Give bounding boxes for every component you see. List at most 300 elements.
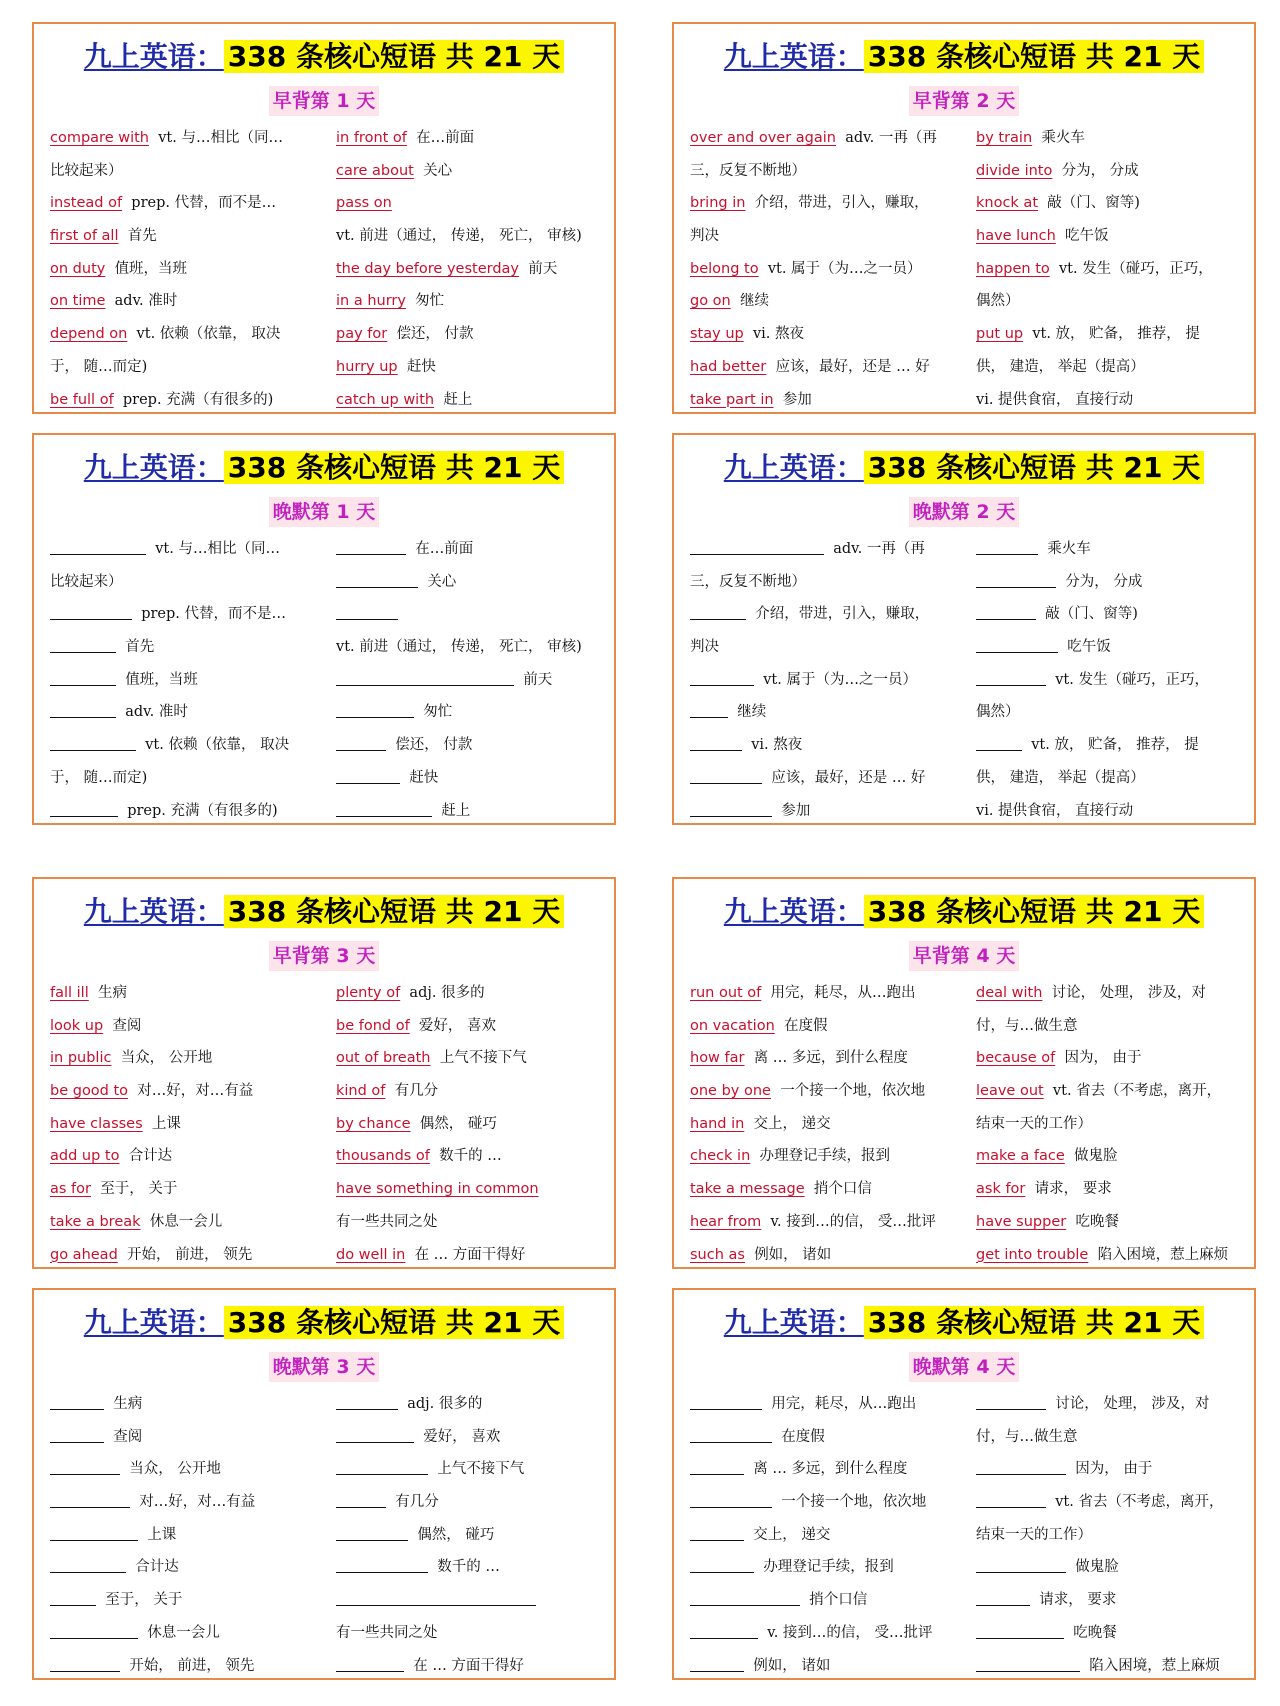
answer-blank[interactable] [50,801,118,817]
day-subtitle [50,497,598,527]
english-phrase: check in [690,1148,751,1165]
chinese-meaning: 偿还， 付款 [395,737,473,754]
chinese-meaning: 对…好，对…有益 [139,1494,256,1511]
chinese-meaning: 一个接一个地，依次地 [781,1494,927,1511]
phrase-line [336,696,596,729]
right-column [336,122,596,416]
chinese-meaning: 陷入困境，惹上麻烦 [1089,1657,1220,1674]
answer-blank[interactable] [50,604,132,620]
chinese-meaning: vi. 熬夜 [752,326,804,343]
chinese-meaning: 合计达 [128,1148,173,1165]
phrase-line [690,1388,976,1421]
answer-blank[interactable] [336,1459,428,1475]
title-right: 338 条核心短语 共 21 天 [224,895,564,928]
english-phrase: ask for [976,1181,1026,1198]
answer-blank[interactable] [690,735,742,751]
chinese-meaning: 付，与…做生意 [976,1428,1078,1445]
answer-blank[interactable] [336,1427,414,1443]
chinese-meaning: v. 接到…的信， 受…批评 [770,1213,936,1230]
chinese-meaning: 吃晚餐 [1075,1213,1119,1230]
phrase-line [690,1650,976,1683]
chinese-meaning: 应该，最好，还是 … 好 [775,358,930,375]
answer-blank[interactable] [976,572,1056,588]
phrase-line [336,1140,596,1173]
chinese-meaning: 生病 [97,985,127,1001]
english-phrase: on time [50,293,106,310]
answer-blank[interactable] [50,1492,130,1508]
chinese-meaning: 偶然， 碰巧 [419,1115,497,1132]
chinese-meaning: 供， 建造， 举起（提高） [976,769,1145,786]
english-phrase: out of breath [336,1050,431,1067]
phrase-line [336,351,596,384]
phrase-line [690,1453,976,1486]
chinese-meaning: vt. 放， 贮备， 推荐， 提 [1031,737,1199,754]
chinese-meaning: 离 … 多远，到什么程度 [753,1050,908,1067]
phrase-line [336,1551,596,1584]
card-title [690,34,1238,80]
phrase-line [50,155,336,188]
english-phrase: do well in [336,1246,406,1263]
phrase-line [690,1173,976,1206]
phrase-line [976,1584,1236,1617]
left-column [690,122,976,416]
phrase-line [50,1551,336,1584]
card-title [690,889,1238,935]
english-phrase: one by one [690,1083,771,1100]
answer-blank[interactable] [50,1459,120,1475]
answer-blank[interactable] [50,1525,138,1541]
answer-blank[interactable] [690,1557,754,1573]
right-column [976,977,1236,1271]
chinese-meaning: vt. 与…相比（同… [158,130,283,146]
chinese-meaning: prep. 充满（有很多的) [127,802,278,819]
chinese-meaning: 结束一天的工作） [976,1115,1092,1132]
phrase-line [336,122,596,155]
title-left: 九上英语： [723,895,864,928]
answer-blank[interactable] [336,1525,408,1541]
chinese-meaning: 例如， 诸如 [753,1657,831,1674]
phrase-line [336,253,596,286]
answer-blank[interactable] [690,1459,744,1475]
phrase-line [690,220,976,253]
chinese-meaning: 分为， 分成 [1065,573,1143,590]
phrase-columns [50,1388,598,1682]
card-title [690,445,1238,491]
phrase-line [50,664,336,697]
title-right: 338 条核心短语 共 21 天 [864,40,1204,73]
chinese-meaning: 查阅 [113,1428,143,1445]
phrase-card [672,877,1256,1269]
answer-blank[interactable] [336,1656,404,1672]
answer-blank[interactable] [50,1623,138,1639]
phrase-line [976,729,1236,762]
english-phrase: the day before yesterday [336,260,519,277]
answer-blank[interactable] [690,1525,744,1541]
phrase-line [336,155,596,188]
phrase-line [336,1206,596,1239]
phrase-line [50,1519,336,1552]
phrase-line [690,664,976,697]
chinese-meaning: vt. 与…相比（同… [155,541,280,557]
chinese-meaning: 在 … 方面干得好 [414,1246,526,1263]
chinese-meaning: 至于， 关于 [100,1181,178,1198]
day-subtitle [50,1352,598,1382]
chinese-meaning: vt. 省去（不考虑，离开， [1052,1083,1222,1100]
chinese-meaning: 因为， 由于 [1064,1050,1142,1067]
title-left: 九上英语： [723,451,864,484]
chinese-meaning: prep. 代替，而不是… [141,606,287,623]
chinese-meaning: prep. 充满（有很多的) [122,391,274,408]
chinese-meaning: 上气不接下气 [439,1050,527,1067]
phrase-columns [50,533,598,827]
phrase-line [336,318,596,351]
answer-blank[interactable] [690,1623,758,1639]
english-phrase: happen to [976,260,1050,277]
chinese-meaning: vt. 属于（为…之一员） [763,671,917,688]
phrase-line [50,795,336,828]
answer-blank[interactable] [50,637,116,653]
answer-blank[interactable] [50,735,136,751]
phrase-line [336,187,596,220]
phrase-line [690,318,976,351]
phrase-line [690,1140,976,1173]
title-right: 338 条核心短语 共 21 天 [224,1306,564,1339]
phrase-line [976,977,1236,1010]
english-phrase: hurry up [336,358,398,375]
left-column [50,977,336,1271]
answer-blank[interactable] [690,768,762,784]
answer-blank[interactable] [336,1394,398,1410]
answer-blank[interactable] [336,1557,428,1573]
english-phrase: be fond of [336,1017,410,1034]
phrase-line [50,696,336,729]
chinese-meaning: 请求， 要求 [1039,1592,1117,1609]
answer-blank[interactable] [690,1492,772,1508]
answer-blank[interactable] [976,539,1038,555]
chinese-meaning: 至于， 关于 [105,1592,183,1609]
chinese-meaning: 请求， 要求 [1034,1181,1112,1198]
answer-blank[interactable] [50,1427,104,1443]
phrase-line [50,1650,336,1683]
chinese-meaning: 查阅 [112,1017,142,1034]
phrase-line [336,1042,596,1075]
day-label: 晚默第 1 天 [269,497,379,527]
chinese-meaning: vt. 属于（为…之一员） [767,260,922,277]
phrase-line [976,1140,1236,1173]
phrase-card [32,1288,616,1680]
phrase-line [336,1453,596,1486]
phrase-columns [690,533,1238,827]
answer-blank[interactable] [50,1656,120,1672]
phrase-line [50,1173,336,1206]
answer-blank[interactable] [976,604,1036,620]
phrase-line [976,1388,1236,1421]
day-label: 晚默第 2 天 [909,497,1019,527]
phrase-line [690,729,976,762]
chinese-meaning: 于， 随…而定) [50,358,148,375]
answer-blank[interactable] [690,539,824,555]
english-phrase: pass on [336,195,392,212]
chinese-meaning: vt. 依赖（依靠， 取决 [145,737,290,754]
left-column [50,1388,336,1682]
phrase-columns [690,1388,1238,1682]
chinese-meaning: 例如， 诸如 [754,1246,832,1263]
chinese-meaning: 陷入困境，惹上麻烦 [1097,1246,1229,1263]
phrase-line [50,285,336,318]
phrase-line [336,762,596,795]
english-phrase: instead of [50,195,123,212]
phrase-card [672,1288,1256,1680]
phrase-line [50,384,336,417]
phrase-line [690,187,976,220]
chinese-meaning: 参加 [781,802,811,819]
chinese-meaning: 首先 [125,639,155,656]
phrase-line [50,351,336,384]
chinese-meaning: 离 … 多远，到什么程度 [753,1461,908,1478]
answer-blank[interactable] [690,604,746,620]
answer-blank[interactable] [336,1492,386,1508]
chinese-meaning: adj. 很多的 [409,985,485,1001]
answer-blank[interactable] [50,1590,96,1606]
english-phrase: on duty [50,260,106,277]
answer-blank[interactable] [50,702,116,718]
english-phrase: fall ill [50,985,89,1001]
chinese-meaning: 交上， 递交 [753,1115,831,1132]
answer-blank[interactable] [336,539,406,555]
phrase-line [976,1453,1236,1486]
chinese-meaning: adv. 准时 [114,293,178,310]
title-left: 九上英语： [83,40,224,73]
answer-blank[interactable] [336,1590,536,1606]
english-phrase: plenty of [336,985,401,1001]
phrase-line [50,1010,336,1043]
answer-blank[interactable] [50,539,146,555]
phrase-line [336,1075,596,1108]
phrase-line [336,795,596,828]
phrase-line [690,1519,976,1552]
phrase-line [50,533,336,566]
chinese-meaning: 偶然， 碰巧 [417,1526,495,1543]
phrase-line [976,155,1236,188]
chinese-meaning: 比较起来） [50,162,123,179]
chinese-meaning: 偶然） [976,293,1020,310]
english-phrase: care about [336,162,414,179]
phrase-line [690,1108,976,1141]
answer-blank[interactable] [976,1492,1046,1508]
phrase-line [976,1239,1236,1272]
phrase-line [690,1486,976,1519]
chinese-meaning: vi. 提供食宿， 直接行动 [976,802,1134,819]
phrase-line [336,1617,596,1650]
chinese-meaning: 赶上 [443,391,473,408]
answer-blank[interactable] [976,670,1046,686]
answer-blank[interactable] [976,1459,1066,1475]
answer-blank[interactable] [336,702,414,718]
chinese-meaning: adv. 准时 [125,704,188,721]
chinese-meaning: 分为， 分成 [1061,162,1139,179]
phrase-line [976,598,1236,631]
english-phrase: on vacation [690,1017,775,1034]
english-phrase: in public [50,1050,112,1067]
chinese-meaning: 讨论， 处理， 涉及，对 [1055,1396,1210,1412]
phrase-line [336,566,596,599]
left-column [690,1388,976,1682]
answer-blank[interactable] [50,1557,126,1573]
right-column [336,977,596,1271]
english-phrase: go ahead [50,1246,118,1263]
answer-blank[interactable] [336,801,432,817]
phrase-line [976,1650,1236,1683]
english-phrase: take part in [690,391,774,408]
english-phrase: have classes [50,1115,143,1132]
phrase-line [976,1042,1236,1075]
english-phrase: in front of [336,130,407,146]
title-right: 338 条核心短语 共 21 天 [864,895,1204,928]
chinese-meaning: 匆忙 [415,293,445,310]
answer-blank[interactable] [976,1656,1080,1672]
answer-blank[interactable] [976,637,1058,653]
phrase-line [336,631,596,664]
answer-blank[interactable] [976,735,1022,751]
chinese-meaning: 办理登记手续，报到 [759,1148,890,1165]
phrase-line [336,285,596,318]
chinese-meaning: vi. 提供食宿， 直接行动 [976,391,1134,408]
chinese-meaning: 付，与…做生意 [976,1017,1078,1034]
phrase-line [50,1453,336,1486]
english-phrase: kind of [336,1083,386,1100]
phrase-line [336,533,596,566]
phrase-line [336,1239,596,1272]
card-title [50,34,598,80]
right-column [976,1388,1236,1682]
phrase-line [50,318,336,351]
phrase-line [50,1388,336,1421]
answer-blank[interactable] [336,604,398,620]
title-left: 九上英语： [723,40,864,73]
english-phrase: knock at [976,195,1039,212]
chinese-meaning: 前天 [528,260,558,277]
phrase-line [50,122,336,155]
day-label: 早背第 3 天 [269,941,379,971]
right-column [336,533,596,827]
answer-blank[interactable] [690,1427,772,1443]
chinese-meaning: 结束一天的工作） [976,1526,1092,1543]
chinese-meaning: 爱好， 喜欢 [418,1017,497,1034]
chinese-meaning: 偿还， 付款 [396,326,474,343]
answer-blank[interactable] [690,1590,800,1606]
chinese-meaning: 对…好，对…有益 [137,1083,254,1100]
chinese-meaning: 供， 建造， 举起（提高） [976,358,1145,375]
answer-blank[interactable] [336,670,514,686]
chinese-meaning: 爱好， 喜欢 [423,1428,501,1445]
answer-blank[interactable] [690,1656,744,1672]
day-label: 晚默第 4 天 [909,1352,1019,1382]
english-phrase: divide into [976,162,1053,179]
phrase-line [50,1421,336,1454]
chinese-meaning: 合计达 [135,1559,179,1576]
phrase-line [690,1617,976,1650]
phrase-line [50,977,336,1010]
phrase-line [336,1010,596,1043]
day-label: 晚默第 3 天 [269,1352,379,1382]
chinese-meaning: 乘火车 [1041,130,1085,146]
phrase-card [32,433,616,825]
chinese-meaning: 三，反复不断地） [690,162,806,179]
phrase-line [50,1239,336,1272]
answer-blank[interactable] [690,670,754,686]
chinese-meaning: vt. 放， 贮备， 推荐， 提 [1032,326,1200,343]
phrase-line [50,1140,336,1173]
answer-blank[interactable] [50,1394,104,1410]
answer-blank[interactable] [690,702,728,718]
phrase-line [50,1584,336,1617]
answer-blank[interactable] [690,1394,762,1410]
phrase-line [976,762,1236,795]
phrase-line [50,598,336,631]
chinese-meaning: 值班，当班 [114,260,188,277]
english-phrase: in a hurry [336,293,406,310]
phrase-line [336,1650,596,1683]
answer-blank[interactable] [336,768,400,784]
phrase-line [336,1519,596,1552]
answer-blank[interactable] [976,1394,1046,1410]
phrase-line [336,220,596,253]
chinese-meaning: 继续 [737,704,767,721]
chinese-meaning: vt. 前进（通过， 传递， 死亡， 审核) [336,639,582,656]
english-phrase: go on [690,293,731,310]
chinese-meaning: 休息一会儿 [147,1624,220,1641]
phrase-line [690,1421,976,1454]
answer-blank[interactable] [976,1623,1064,1639]
english-phrase: stay up [690,326,744,343]
title-left: 九上英语： [83,895,224,928]
chinese-meaning: 匆忙 [423,704,453,721]
chinese-meaning: 关心 [423,162,453,179]
answer-blank[interactable] [336,572,418,588]
phrase-card [672,22,1256,414]
phrase-line [336,598,596,631]
phrase-columns [690,977,1238,1271]
phrase-card [672,433,1256,825]
chinese-meaning: 捎个口信 [809,1592,868,1609]
phrase-line [976,664,1236,697]
day-subtitle [690,1352,1238,1382]
english-phrase: get into trouble [976,1246,1089,1263]
answer-blank[interactable] [690,801,772,817]
english-phrase: by train [976,130,1033,146]
answer-blank[interactable] [976,1590,1030,1606]
answer-blank[interactable] [50,670,116,686]
answer-blank[interactable] [336,735,386,751]
phrase-line [976,1075,1236,1108]
phrase-line [976,533,1236,566]
phrase-line [50,1486,336,1519]
phrase-line [690,351,976,384]
english-phrase: add up to [50,1148,120,1165]
chinese-meaning: 敲（门、窗等) [1045,606,1138,623]
english-phrase: make a face [976,1148,1065,1165]
chinese-meaning: adv. 一再（再 [845,130,937,146]
title-right: 338 条核心短语 共 21 天 [864,451,1204,484]
answer-blank[interactable] [976,1557,1066,1573]
day-subtitle [690,497,1238,527]
phrase-line [690,566,976,599]
english-phrase: hand in [690,1115,745,1132]
chinese-meaning: 比较起来） [50,573,123,590]
chinese-meaning: 用完，耗尽，从…跑出 [770,985,916,1001]
day-subtitle [690,86,1238,116]
phrase-line [690,285,976,318]
